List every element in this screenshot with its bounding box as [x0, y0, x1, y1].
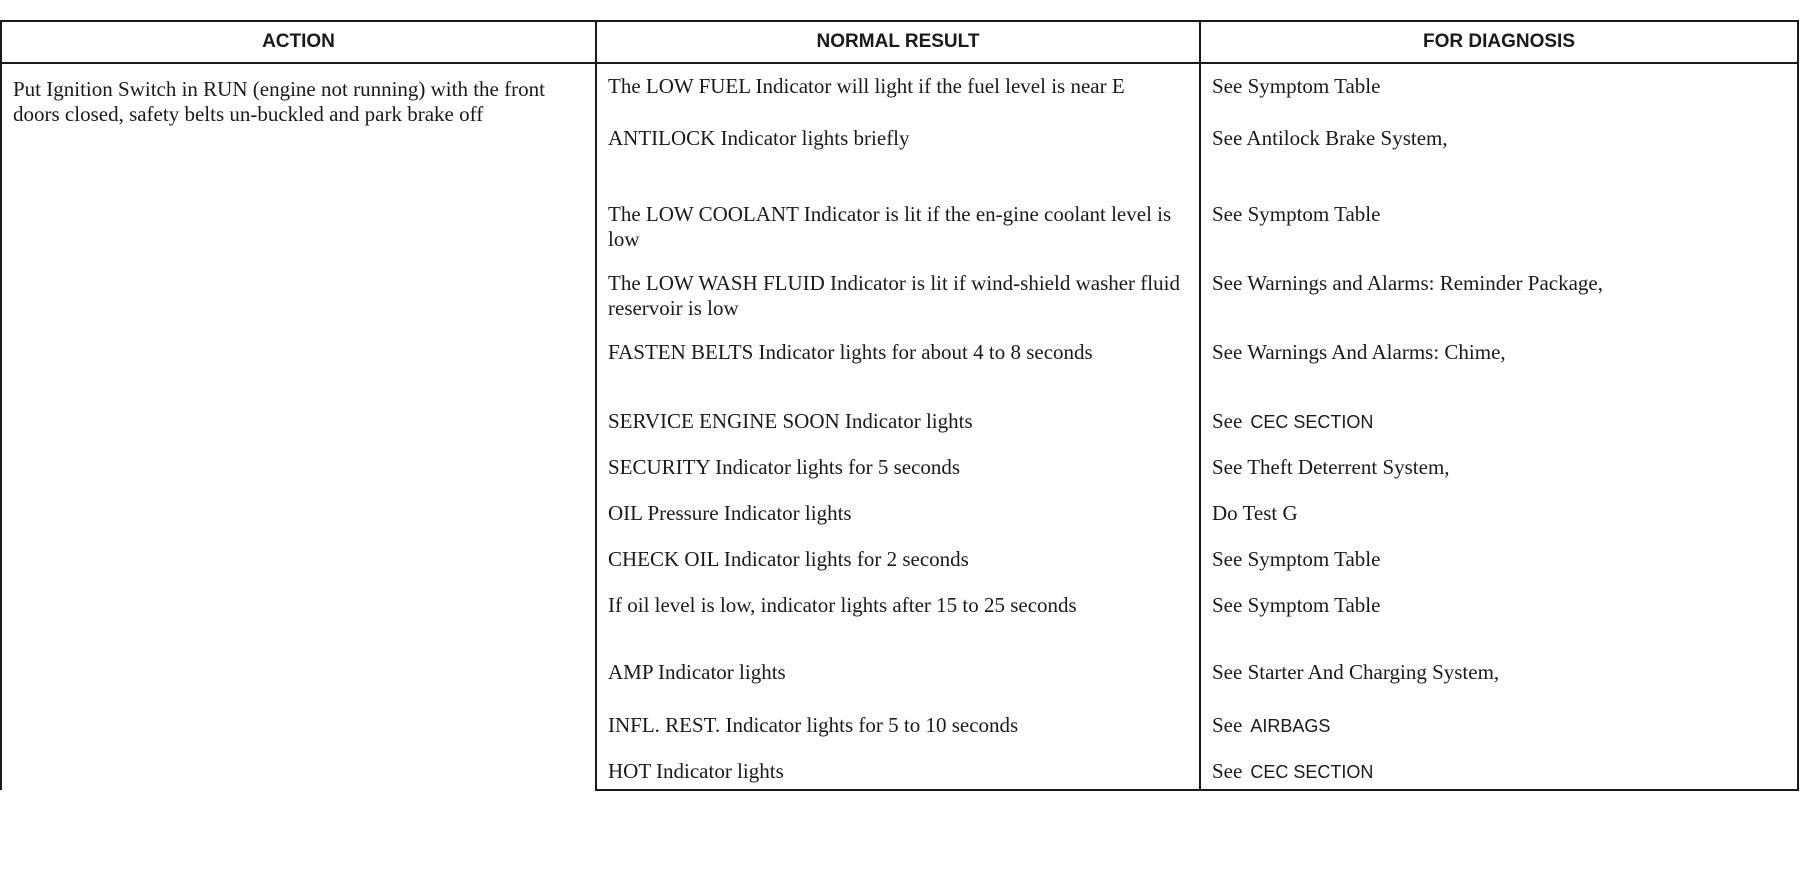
diagnosis-cell: See Symptom Table: [1200, 583, 1798, 650]
diagnosis-see: See: [1212, 409, 1243, 433]
normal-result-cell: HOT Indicator lights: [596, 749, 1200, 790]
diagnosis-see: See: [1212, 759, 1243, 783]
header-action: ACTION: [1, 21, 596, 63]
header-row: [1, 21, 1798, 63]
normal-result-cell: OIL Pressure Indicator lights: [596, 491, 1200, 537]
diagnosis-reference: AIRBAGS: [1250, 716, 1331, 736]
diagnosis-cell: See Symptom Table: [1200, 63, 1798, 116]
diagnosis-cell: [1200, 399, 1798, 445]
header-normal-result: NORMAL RESULT: [596, 21, 1200, 63]
normal-result-cell: FASTEN BELTS Indicator lights for about 4 to 8 seconds: [596, 330, 1200, 399]
table-row: [1, 63, 1798, 116]
diagnosis-cell: [1200, 703, 1798, 749]
diagnosis-cell: See Symptom Table: [1200, 537, 1798, 583]
normal-result-cell: The LOW FUEL Indicator will light if the fuel level is near E: [596, 63, 1200, 116]
diagnosis-table: [0, 20, 1799, 791]
diagnosis-cell: [1200, 749, 1798, 790]
normal-result-cell: If oil level is low, indicator lights after 15 to 25 seconds: [596, 583, 1200, 650]
header-for-diagnosis: FOR DIAGNOSIS: [1200, 21, 1798, 63]
diagnosis-document: [0, 20, 1797, 880]
normal-result-cell: ANTILOCK Indicator lights briefly: [596, 116, 1200, 192]
diagnosis-cell: Do Test G: [1200, 491, 1798, 537]
diagnosis-see: See: [1212, 713, 1243, 737]
diagnosis-cell: See Antilock Brake System,: [1200, 116, 1798, 192]
diagnosis-cell: See Symptom Table: [1200, 192, 1798, 261]
normal-result-cell: SERVICE ENGINE SOON Indicator lights: [596, 399, 1200, 445]
diagnosis-cell: See Warnings And Alarms: Chime,: [1200, 330, 1798, 399]
diagnosis-reference: CEC SECTION: [1250, 762, 1374, 782]
diagnosis-cell: See Warnings and Alarms: Reminder Package,: [1200, 261, 1798, 330]
normal-result-cell: AMP Indicator lights: [596, 650, 1200, 703]
diagnosis-reference: CEC SECTION: [1250, 412, 1374, 432]
diagnosis-cell: See Starter And Charging System,: [1200, 650, 1798, 703]
normal-result-cell: The LOW COOLANT Indicator is lit if the en-gine coolant level is low: [596, 192, 1200, 261]
normal-result-cell: The LOW WASH FLUID Indicator is lit if wind-shield washer fluid reservoir is low: [596, 261, 1200, 330]
normal-result-cell: CHECK OIL Indicator lights for 2 seconds: [596, 537, 1200, 583]
action-cell: Put Ignition Switch in RUN (engine not running) with the front doors closed, safety belts un-buckled and park brake off: [1, 63, 596, 790]
diagnosis-cell: See Theft Deterrent System,: [1200, 445, 1798, 491]
normal-result-cell: SECURITY Indicator lights for 5 seconds: [596, 445, 1200, 491]
normal-result-cell: INFL. REST. Indicator lights for 5 to 10 seconds: [596, 703, 1200, 749]
